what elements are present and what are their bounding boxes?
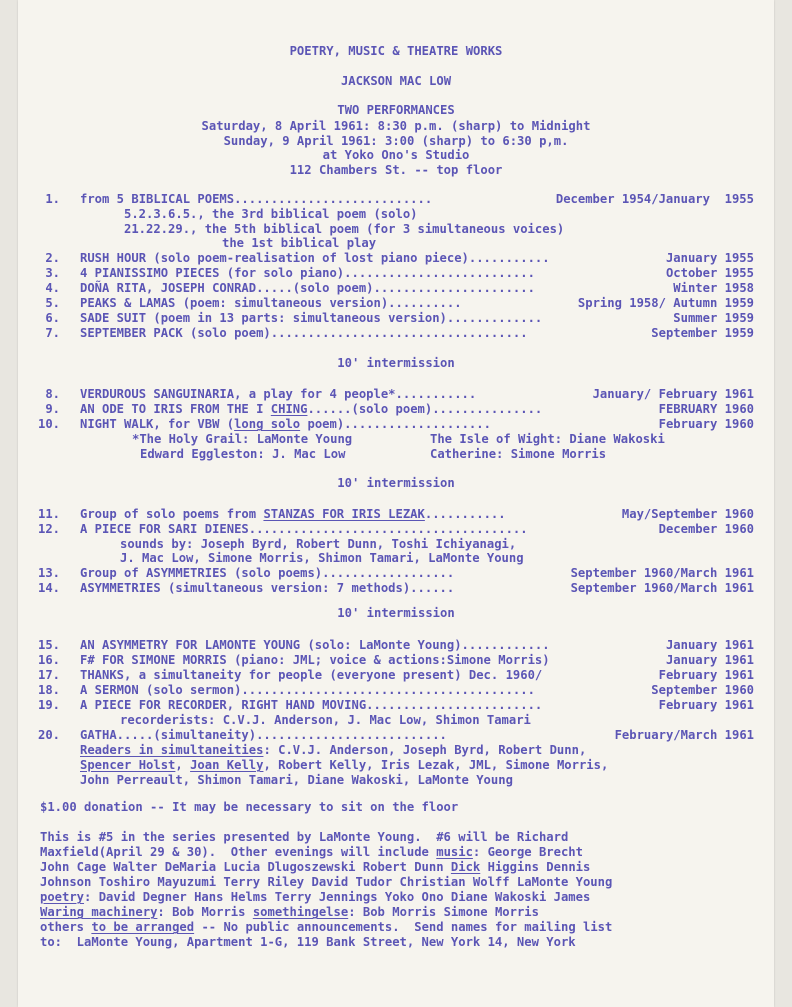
cast-line: The Isle of Wight: Diane Wakoski: [430, 432, 665, 446]
item-title: from 5 BIBLICAL POEMS...........................: [80, 192, 433, 206]
recorderists-line: recorderists: C.V.J. Anderson, J. Mac Low, Shimon Tamari: [120, 713, 531, 727]
item-date: February/March 1961: [614, 728, 754, 742]
item-number: 11.: [37, 507, 60, 521]
item-number: 4.: [45, 281, 60, 295]
item-date: Summer 1959: [673, 311, 754, 325]
item-title: F# FOR SIMONE MORRIS (piano: JML; voice & actions:Simone Morris): [80, 653, 550, 667]
item-title: PEAKS & LAMAS (poem: simultaneous version)..........: [80, 296, 462, 310]
item-number: 1.: [45, 192, 60, 206]
item-date: January 1961: [665, 638, 754, 652]
item-date: January 1955: [665, 251, 754, 265]
date-saturday: Saturday, 8 April 1961: 8:30 p.m. (sharp) to Midnight: [201, 119, 591, 133]
item-date: December 1960: [658, 522, 754, 536]
item-number: 19.: [37, 698, 60, 712]
sounds-line: sounds by: Joseph Byrd, Robert Dunn, Toshi Ichiyanagi,: [120, 537, 517, 551]
intermission-1: 10' intermission: [337, 356, 455, 370]
footer-line: Johnson Toshiro Mayuzumi Terry Riley David Tudor Christian Wolff LaMonte Young: [40, 875, 613, 889]
cast-line: Catherine: Simone Morris: [430, 447, 607, 461]
item-number: 17.: [37, 668, 60, 682]
item-title: SADE SUIT (poem in 13 parts: simultaneous version).............: [80, 311, 543, 325]
item-number: 20.: [37, 728, 60, 742]
item-date: February 1961: [658, 698, 754, 712]
item-title: VERDUROUS SANGUINARIA, a play for 4 people*...........: [80, 387, 477, 401]
item-number: 5.: [45, 296, 60, 310]
cast-line: Edward Eggleston: J. Mac Low: [140, 447, 346, 461]
readers-line: John Perreault, Shimon Tamari, Diane Wakoski, LaMonte Young: [80, 773, 513, 787]
sounds-line: J. Mac Low, Simone Morris, Shimon Tamari, LaMonte Young: [120, 551, 524, 565]
item-number: 9.: [45, 402, 60, 416]
item-title: GATHA.....(simultaneity)..........................: [80, 728, 447, 742]
item-title: Group of solo poems from STANZAS FOR IRIS LEZAK...........: [80, 507, 506, 521]
item-title: RUSH HOUR (solo poem-realisation of lost piano piece)...........: [80, 251, 550, 265]
item-title: A PIECE FOR RECORDER, RIGHT HAND MOVING........................: [80, 698, 543, 712]
item-subline: 21.22.29., the 5th biblical poem (for 3 simultaneous voices): [124, 222, 565, 236]
item-title: SEPTEMBER PACK (solo poem)...................................: [80, 326, 528, 340]
item-number: 7.: [45, 326, 60, 340]
item-date: February 1960: [658, 417, 754, 431]
intermission-3: 10' intermission: [337, 606, 455, 620]
item-date: October 1955: [665, 266, 754, 280]
footer-line: poetry: David Degner Hans Helms Terry Jennings Yoko Ono Diane Wakoski James: [40, 890, 591, 904]
item-title: ASYMMETRIES (simultaneous version: 7 methods)......: [80, 581, 455, 595]
item-date: Winter 1958: [673, 281, 754, 295]
item-number: 13.: [37, 566, 60, 580]
item-number: 10.: [37, 417, 60, 431]
performances-heading: TWO PERFORMANCES: [337, 103, 455, 117]
venue-address: 112 Chambers St. -- top floor: [289, 163, 503, 177]
item-subline: 5.2.3.6.5., the 3rd biblical poem (solo): [124, 207, 418, 221]
item-title: 4 PIANISSIMO PIECES (for solo piano)..........................: [80, 266, 535, 280]
footer-line: Waring machinery: Bob Morris somethingelse: Bob Morris Simone Morris: [40, 905, 539, 919]
item-number: 8.: [45, 387, 60, 401]
item-date: September 1960/March 1961: [570, 581, 754, 595]
item-title: THANKS, a simultaneity for people (everyone present) Dec. 1960/: [80, 668, 543, 682]
venue: at Yoko Ono's Studio: [322, 148, 470, 162]
donation-note: $1.00 donation -- It may be necessary to sit on the floor: [40, 800, 459, 814]
item-number: 16.: [37, 653, 60, 667]
footer-line: others to be arranged -- No public announcements. Send names for mailing list: [40, 920, 613, 934]
item-date: Spring 1958/ Autumn 1959: [577, 296, 754, 310]
item-number: 3.: [45, 266, 60, 280]
item-number: 2.: [45, 251, 60, 265]
item-date: January 1961: [665, 653, 754, 667]
readers-line: Readers in simultaneities: C.V.J. Anderson, Joseph Byrd, Robert Dunn,: [80, 743, 587, 757]
program-sheet: [18, 0, 774, 1007]
item-date: December 1954/January 1955: [555, 192, 754, 206]
item-number: 6.: [45, 311, 60, 325]
item-date: FEBRUARY 1960: [658, 402, 754, 416]
author-name: JACKSON MAC LOW: [340, 74, 452, 88]
item-title: AN ODE TO IRIS FROM THE I CHING......(solo poem)...............: [80, 402, 543, 416]
date-sunday: Sunday, 9 April 1961: 3:00 (sharp) to 6:30 p,m.: [223, 134, 569, 148]
item-date: May/September 1960: [621, 507, 754, 521]
item-title: A SERMON (solo sermon)........................................: [80, 683, 535, 697]
item-subline: the 1st biblical play: [222, 236, 377, 250]
item-number: 12.: [37, 522, 60, 536]
footer-line: to: LaMonte Young, Apartment 1-G, 119 Bank Street, New York 14, New York: [40, 935, 576, 949]
footer-line: This is #5 in the series presented by LaMonte Young. #6 will be Richard: [40, 830, 569, 844]
item-date: January/ February 1961: [592, 387, 754, 401]
item-title: AN ASYMMETRY FOR LAMONTE YOUNG (solo: LaMonte Young)............: [80, 638, 550, 652]
footer-line: Maxfield(April 29 & 30). Other evenings will include music: George Brecht: [40, 845, 583, 859]
item-title: A PIECE FOR SARI DIENES......................................: [80, 522, 528, 536]
item-number: 18.: [37, 683, 60, 697]
item-number: 14.: [37, 581, 60, 595]
item-title: DOÑA RITA, JOSEPH CONRAD.....(solo poem)......................: [80, 281, 535, 295]
footer-line: John Cage Walter DeMaria Lucia Dlugoszewski Robert Dunn Dick Higgins Dennis: [40, 860, 591, 874]
item-date: September 1960: [651, 683, 754, 697]
item-number: 15.: [37, 638, 60, 652]
item-date: September 1960/March 1961: [570, 566, 754, 580]
item-date: September 1959: [651, 326, 754, 340]
item-date: February 1961: [658, 668, 754, 682]
item-title: Group of ASYMMETRIES (solo poems)..................: [80, 566, 455, 580]
readers-line: Spencer Holst, Joan Kelly, Robert Kelly, Iris Lezak, JML, Simone Morris,: [80, 758, 609, 772]
cast-line: *The Holy Grail: LaMonte Young: [132, 432, 353, 446]
intermission-2: 10' intermission: [337, 476, 455, 490]
item-title: NIGHT WALK, for VBW (long solo poem)....................: [80, 417, 491, 431]
program-title: POETRY, MUSIC & THEATRE WORKS: [289, 44, 503, 58]
